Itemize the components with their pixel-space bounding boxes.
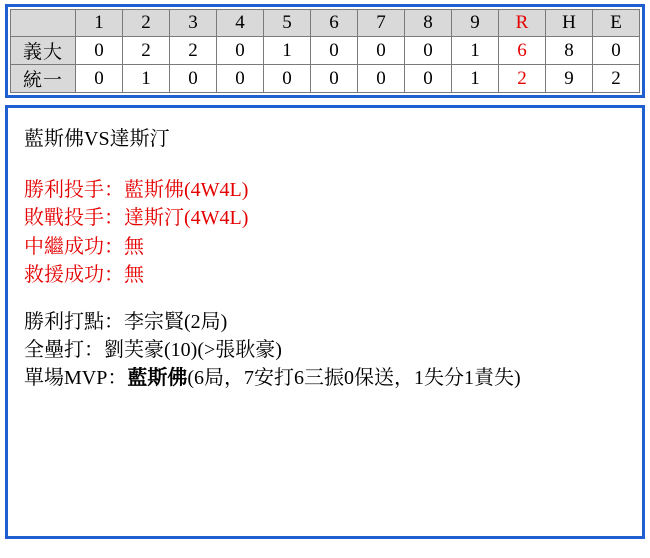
scoreboard-panel bbox=[5, 4, 645, 98]
save-line: 救援成功：無 bbox=[24, 264, 144, 287]
cell-away-hits: 8 bbox=[546, 37, 593, 65]
cell-home-inning-1: 0 bbox=[76, 65, 123, 93]
game-winning-rbi-line bbox=[24, 309, 630, 335]
mvp-name: 藍斯佛 bbox=[127, 367, 188, 390]
header-errors: E bbox=[593, 10, 640, 37]
home-run-label: 全壘打： bbox=[24, 338, 104, 361]
hold-line: 中繼成功：無 bbox=[24, 235, 144, 258]
mvp-detail: (6局，7安打6三振0保送，1失分1責失) bbox=[187, 367, 521, 390]
team-name-away: 義大 bbox=[11, 37, 76, 65]
header-team bbox=[11, 10, 76, 37]
home-run-value: 劉芙豪(10)(>張耿豪) bbox=[104, 338, 282, 361]
header-inning-1: 1 bbox=[76, 10, 123, 37]
header-inning-6: 6 bbox=[311, 10, 358, 37]
cell-away-inning-5: 1 bbox=[264, 37, 311, 65]
cell-home-inning-3: 0 bbox=[170, 65, 217, 93]
spacer bbox=[20, 291, 630, 309]
matchup-title: 藍斯佛VS達斯汀 bbox=[24, 128, 170, 150]
cell-home-inning-8: 0 bbox=[405, 65, 452, 93]
game-winning-rbi-label: 勝利打點： bbox=[24, 310, 124, 333]
game-winning-rbi-value: 李宗賢(2局) bbox=[124, 310, 228, 333]
cell-away-inning-9: 1 bbox=[452, 37, 499, 65]
header-inning-8: 8 bbox=[405, 10, 452, 37]
header-inning-7: 7 bbox=[358, 10, 405, 37]
header-inning-5: 5 bbox=[264, 10, 311, 37]
winning-pitcher-line: 勝利投手：藍斯佛(4W4L) bbox=[24, 179, 249, 201]
header-inning-4: 4 bbox=[217, 10, 264, 37]
spacer bbox=[20, 151, 630, 177]
cell-home-inning-7: 0 bbox=[358, 65, 405, 93]
cell-away-errors: 0 bbox=[593, 37, 640, 65]
header-inning-3: 3 bbox=[170, 10, 217, 37]
cell-home-inning-5: 0 bbox=[264, 65, 311, 93]
table-row bbox=[11, 37, 640, 65]
game-notes-panel bbox=[5, 105, 645, 539]
linescore-table bbox=[10, 9, 640, 93]
table-row bbox=[11, 65, 640, 93]
home-run-line bbox=[24, 337, 630, 363]
team-name-home: 統一 bbox=[11, 65, 76, 93]
cell-home-inning-6: 0 bbox=[311, 65, 358, 93]
cell-home-runs: 2 bbox=[499, 65, 546, 93]
mvp-line bbox=[24, 365, 630, 391]
cell-away-inning-2: 2 bbox=[123, 37, 170, 65]
cell-away-runs: 6 bbox=[499, 37, 546, 65]
mvp-label: 單場MVP： bbox=[24, 367, 128, 390]
header-hits: H bbox=[546, 10, 593, 37]
cell-away-inning-1: 0 bbox=[76, 37, 123, 65]
cell-away-inning-4: 0 bbox=[217, 37, 264, 65]
cell-away-inning-3: 2 bbox=[170, 37, 217, 65]
cell-home-errors: 2 bbox=[593, 65, 640, 93]
header-inning-9: 9 bbox=[452, 10, 499, 37]
cell-away-inning-8: 0 bbox=[405, 37, 452, 65]
cell-home-hits: 9 bbox=[546, 65, 593, 93]
losing-pitcher-line: 敗戰投手：達斯汀(4W4L) bbox=[24, 207, 249, 230]
header-inning-2: 2 bbox=[123, 10, 170, 37]
cell-away-inning-6: 0 bbox=[311, 37, 358, 65]
cell-home-inning-9: 1 bbox=[452, 65, 499, 93]
header-runs: R bbox=[499, 10, 546, 37]
cell-away-inning-7: 0 bbox=[358, 37, 405, 65]
cell-home-inning-2: 1 bbox=[123, 65, 170, 93]
cell-home-inning-4: 0 bbox=[217, 65, 264, 93]
table-header-row bbox=[11, 10, 640, 37]
